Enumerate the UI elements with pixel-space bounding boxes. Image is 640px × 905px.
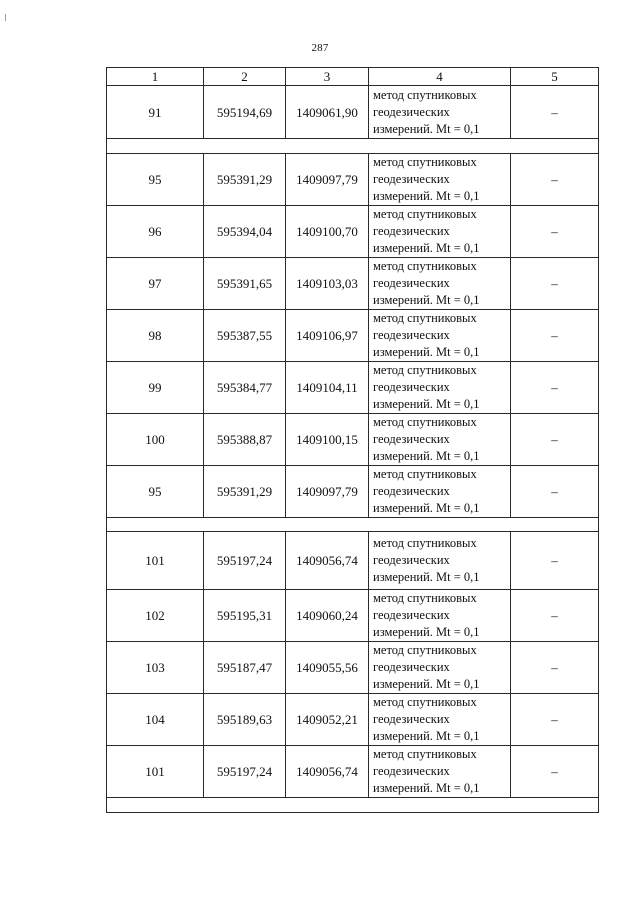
coordinates-table [106,67,599,813]
x-coordinate-cell: 595187,47 [204,642,286,694]
group-separator-row [107,798,599,813]
method-text-line2: геодезических [373,104,450,119]
method-text-line3: измерений. Mt = 0,1 [373,293,480,307]
table-row [107,466,599,518]
method-text-line1: метод спутниковых [373,591,477,605]
method-text-line1: метод спутниковых [373,643,477,657]
table-row [107,206,599,258]
table-row [107,86,599,139]
method-text-line1: метод спутниковых [373,536,477,550]
dash-cell: – [511,362,599,414]
table-header-row [107,68,599,86]
x-coordinate-cell: 595197,24 [204,532,286,590]
method-text-line1: метод спутниковых [373,695,477,709]
dash-cell: – [511,310,599,362]
table-row [107,532,599,590]
method-cell [369,206,511,258]
point-number-cell: 100 [107,414,204,466]
y-coordinate-cell: 1409097,79 [286,154,369,206]
point-number-cell: 103 [107,642,204,694]
x-coordinate-cell: 595391,29 [204,466,286,518]
x-coordinate-cell: 595195,31 [204,590,286,642]
point-number-cell: 95 [107,466,204,518]
table-row [107,154,599,206]
x-coordinate-cell: 595197,24 [204,746,286,798]
dash-cell: – [511,466,599,518]
method-cell [369,694,511,746]
method-text-line3: измерений. Mt = 0,1 [373,189,480,203]
method-text-line2: геодезических [373,660,450,674]
x-coordinate-cell: 595391,29 [204,154,286,206]
dash-cell: – [511,746,599,798]
method-text-line3: измерений. Mt = 0,1 [373,345,480,359]
dash-cell: – [511,590,599,642]
method-text-line1: метод спутниковых [373,747,477,761]
method-text-line1: метод спутниковых [373,87,477,102]
method-text-line3: измерений. Mt = 0,1 [373,449,480,463]
method-text-line2: геодезических [373,712,450,726]
method-text-line2: геодезических [373,608,450,622]
y-coordinate-cell: 1409106,97 [286,310,369,362]
y-coordinate-cell: 1409100,70 [286,206,369,258]
table-row [107,258,599,310]
dash-cell: – [511,206,599,258]
method-cell [369,258,511,310]
method-cell [369,746,511,798]
x-coordinate-cell: 595387,55 [204,310,286,362]
method-cell [369,310,511,362]
x-coordinate-cell: 595394,04 [204,206,286,258]
method-text-line3: измерений. Mt = 0,1 [373,677,480,691]
method-text-line1: метод спутниковых [373,311,477,325]
y-coordinate-cell: 1409097,79 [286,466,369,518]
method-cell [369,362,511,414]
group-separator-row [107,518,599,532]
method-text-line3: измерений. Mt = 0,1 [373,121,480,136]
method-cell [369,86,511,139]
method-text-line2: геодезических [373,172,450,186]
dash-cell: – [511,694,599,746]
table-row [107,590,599,642]
header-cell-1: 1 [107,68,204,86]
method-cell [369,532,511,590]
y-coordinate-cell: 1409056,74 [286,746,369,798]
method-text-line3: измерений. Mt = 0,1 [373,241,480,255]
point-number-cell: 96 [107,206,204,258]
method-cell [369,414,511,466]
x-coordinate-cell: 595388,87 [204,414,286,466]
point-number-cell: 91 [107,86,204,139]
group-separator-row [107,139,599,154]
table-row [107,746,599,798]
method-cell [369,590,511,642]
y-coordinate-cell: 1409103,03 [286,258,369,310]
dash-cell: – [511,414,599,466]
method-text-line2: геодезических [373,484,450,498]
point-number-cell: 104 [107,694,204,746]
y-coordinate-cell: 1409060,24 [286,590,369,642]
method-text-line3: измерений. Mt = 0,1 [373,501,480,515]
dash-cell: – [511,642,599,694]
method-cell [369,466,511,518]
header-cell-4: 4 [369,68,511,86]
method-text-line2: геодезических [373,764,450,778]
header-cell-2: 2 [204,68,286,86]
y-coordinate-cell: 1409100,15 [286,414,369,466]
method-text-line3: измерений. Mt = 0,1 [373,625,480,639]
method-text-line1: метод спутниковых [373,155,477,169]
method-cell [369,154,511,206]
point-number-cell: 101 [107,746,204,798]
method-text-line3: измерений. Mt = 0,1 [373,570,480,584]
y-coordinate-cell: 1409052,21 [286,694,369,746]
method-text-line1: метод спутниковых [373,467,477,481]
method-text-line1: метод спутниковых [373,207,477,221]
x-coordinate-cell: 595391,65 [204,258,286,310]
group-separator-cell [107,139,599,154]
dash-cell: – [511,154,599,206]
point-number-cell: 99 [107,362,204,414]
coordinates-table-body [107,68,599,813]
y-coordinate-cell: 1409104,11 [286,362,369,414]
method-text-line3: измерений. Mt = 0,1 [373,729,480,743]
x-coordinate-cell: 595194,69 [204,86,286,139]
header-cell-3: 3 [286,68,369,86]
method-text-line3: измерений. Mt = 0,1 [373,397,480,411]
point-number-cell: 102 [107,590,204,642]
table-row [107,642,599,694]
page-number: 287 [311,42,329,54]
point-number-cell: 98 [107,310,204,362]
method-text-line2: геодезических [373,553,450,567]
method-text-line1: метод спутниковых [373,415,477,429]
y-coordinate-cell: 1409055,56 [286,642,369,694]
method-text-line2: геодезических [373,328,450,342]
y-coordinate-cell: 1409056,74 [286,532,369,590]
point-number-cell: 95 [107,154,204,206]
header-cell-5: 5 [511,68,599,86]
point-number-cell: 101 [107,532,204,590]
group-separator-cell [107,798,599,813]
method-text-line1: метод спутниковых [373,259,477,273]
method-text-line2: геодезических [373,276,450,290]
method-text-line2: геодезических [373,380,450,394]
x-coordinate-cell: 595189,63 [204,694,286,746]
table-row [107,694,599,746]
dash-cell: – [511,258,599,310]
method-text-line2: геодезических [373,224,450,238]
dash-cell: – [511,86,599,139]
dash-cell: – [511,532,599,590]
table-row [107,362,599,414]
method-text-line3: измерений. Mt = 0,1 [373,781,480,795]
table-row [107,414,599,466]
scan-edge-mark [5,14,6,21]
method-cell [369,642,511,694]
table-row [107,310,599,362]
method-text-line1: метод спутниковых [373,363,477,377]
x-coordinate-cell: 595384,77 [204,362,286,414]
y-coordinate-cell: 1409061,90 [286,86,369,139]
group-separator-cell [107,518,599,532]
method-text-line2: геодезических [373,432,450,446]
point-number-cell: 97 [107,258,204,310]
